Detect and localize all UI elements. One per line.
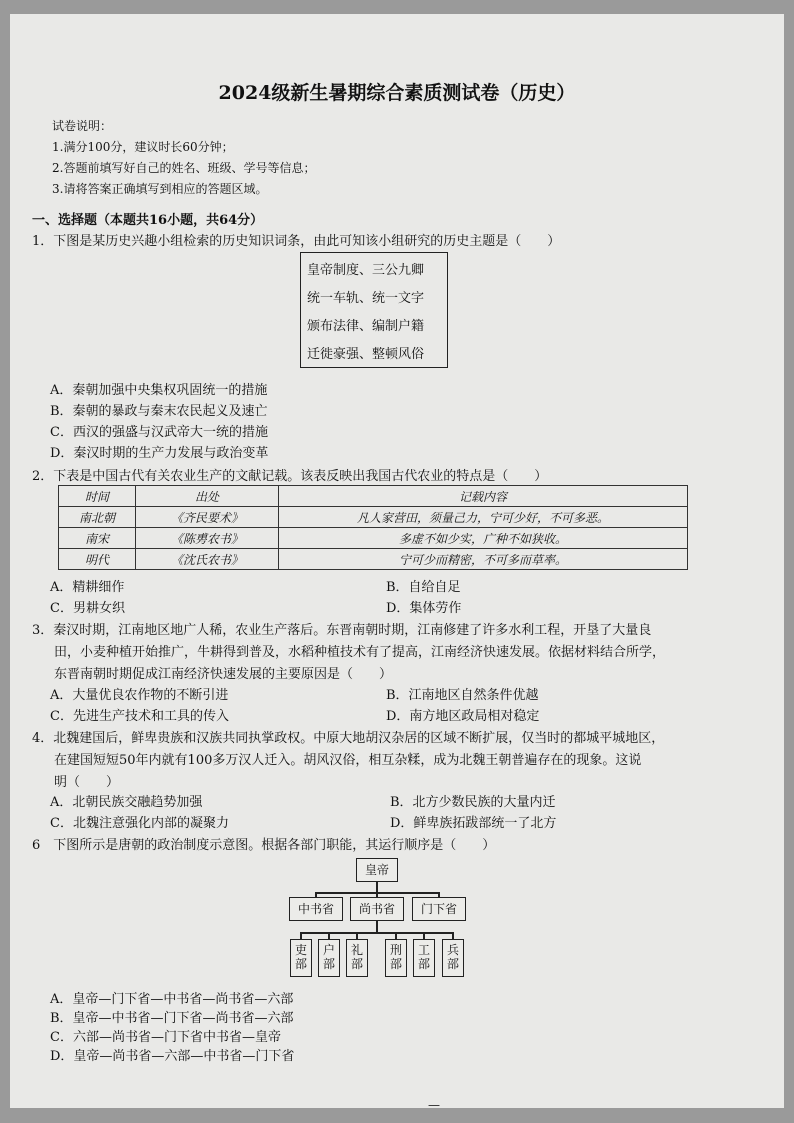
question-3-line: 田，小麦种植开始推广，牛耕得到普及，水稻种植技术有了提高，江南经济快速发展。依据材料结合所学， — [54, 645, 666, 660]
page-title: 2024级新生暑期综合素质测试卷（历史） — [218, 82, 576, 104]
question-4-line: 4．北魏建国后，鲜卑贵族和汉族共同执掌政权。中原大地胡汉杂居的区域不断扩展，仅当时的都城平城地区， — [32, 731, 665, 746]
ministry-label: 礼 部 — [350, 943, 363, 971]
ministry-label: 户 部 — [322, 943, 335, 971]
instructions-heading: 试卷说明： — [52, 119, 113, 133]
term-line: 颁布法律、编制户籍 — [307, 319, 425, 334]
table-cell: 明代 — [59, 549, 136, 570]
ministry-box — [290, 939, 312, 977]
q4-option-a[interactable]: A．北朝民族交融趋势加强 — [50, 795, 203, 810]
shangshu-box: 尚书省 — [350, 897, 404, 921]
q6-option-d[interactable]: D．皇帝—尚书省—六部—中书省—门下省 — [50, 1049, 295, 1064]
instruction-item: 1.满分100分，建议时长60分钟； — [52, 140, 234, 154]
q2-option-c[interactable]: C．男耕女织 — [50, 601, 125, 616]
table-cell: 凡人家营田，须量己力，宁可少好，不可多恶。 — [279, 507, 688, 528]
q1-option-a[interactable]: A．秦朝加强中央集权巩固统一的措施 — [50, 383, 268, 398]
term-line: 皇帝制度、三公九卿 — [307, 263, 425, 278]
emperor-box: 皇帝 — [356, 858, 398, 882]
term-line: 统一车轨、统一文字 — [307, 291, 425, 306]
instruction-item: 3.请将答案正确填写到相应的答题区域。 — [52, 182, 268, 196]
table-header: 记载内容 — [279, 486, 688, 507]
question-1-stem: 1．下图是某历史兴趣小组检索的历史知识词条，由此可知该小组研究的历史主题是（ ） — [32, 234, 561, 249]
question-4-line: 在建国短短50年内就有100多万汉人迁入。胡风汉俗，相互杂糅，成为北魏王朝普遍存在的现象。这说 — [54, 753, 642, 768]
q4-option-b[interactable]: B．北方少数民族的大量内迁 — [390, 795, 556, 810]
question-3-line: 东晋南朝时期促成江南经济快速发展的主要原因是（ ） — [54, 667, 393, 682]
table-cell: 南北朝 — [59, 507, 136, 528]
ministry-box — [346, 939, 368, 977]
question-2-stem: 2．下表是中国古代有关农业生产的文献记载。该表反映出我国古代农业的特点是（ ） — [32, 469, 548, 484]
connector-line — [395, 932, 397, 939]
table-header: 出处 — [136, 486, 279, 507]
table-cell: 宁可少而精密，不可多而草率。 — [279, 549, 688, 570]
term-line: 迁徙豪强、整顿风俗 — [307, 347, 425, 362]
table-row — [59, 549, 688, 570]
table-header: 时间 — [59, 486, 136, 507]
q6-option-b[interactable]: B．皇帝—中书省—门下省—尚书省—六部 — [50, 1011, 294, 1026]
q2-option-d[interactable]: D．集体劳作 — [386, 601, 462, 616]
q3-option-a[interactable]: A．大量优良农作物的不断引进 — [50, 688, 229, 703]
page-footer-mark: — — [428, 1098, 440, 1112]
connector-line — [328, 932, 330, 939]
ministry-label: 刑 部 — [389, 943, 402, 971]
exam-paper — [10, 14, 784, 1112]
q3-option-d[interactable]: D．南方地区政局相对稳定 — [386, 709, 540, 724]
table-cell: 南宋 — [59, 528, 136, 549]
q2-option-a[interactable]: A．精耕细作 — [50, 580, 125, 595]
table-row — [59, 528, 688, 549]
table-cell: 《陈旉农书》 — [136, 528, 279, 549]
agriculture-records-table — [58, 485, 688, 570]
q1-option-d[interactable]: D．秦汉时期的生产力发展与政治变革 — [50, 446, 269, 461]
q4-option-c[interactable]: C．北魏注意强化内部的凝聚力 — [50, 816, 229, 831]
ministry-label: 吏 部 — [294, 943, 307, 971]
q2-option-b[interactable]: B．自给自足 — [386, 580, 461, 595]
zhongshu-box: 中书省 — [289, 897, 343, 921]
ministry-box — [413, 939, 435, 977]
ministry-box — [385, 939, 407, 977]
q6-option-a[interactable]: A．皇帝—门下省—中书省—尚书省—六部 — [50, 992, 294, 1007]
ministry-box — [318, 939, 340, 977]
table-row — [59, 507, 688, 528]
question-4-line: 明（ ） — [54, 775, 120, 790]
table-cell: 多虚不如少实，广种不如狭收。 — [279, 528, 688, 549]
connector-line — [452, 932, 454, 939]
table-cell: 《齐民要术》 — [136, 507, 279, 528]
q6-option-c[interactable]: C．六部—尚书省—门下省中书省—皇帝 — [50, 1030, 281, 1045]
q1-option-c[interactable]: C．西汉的强盛与汉武帝大一统的措施 — [50, 425, 268, 440]
q1-option-b[interactable]: B．秦朝的暴政与秦末农民起义及速亡 — [50, 404, 268, 419]
table-header-row — [59, 486, 688, 507]
q4-option-d[interactable]: D．鲜卑族拓跋部统一了北方 — [390, 816, 557, 831]
q3-option-c[interactable]: C．先进生产技术和工具的传入 — [50, 709, 229, 724]
ministry-box — [442, 939, 464, 977]
connector-line — [423, 932, 425, 939]
connector-line — [300, 932, 452, 934]
question-6-stem: 6 下图所示是唐朝的政治制度示意图。根据各部门职能，其运行顺序是（ ） — [32, 838, 496, 853]
menxia-box: 门下省 — [412, 897, 466, 921]
q3-option-b[interactable]: B．江南地区自然条件优越 — [386, 688, 539, 703]
ministry-label: 工 部 — [417, 943, 430, 971]
connector-line — [300, 932, 302, 939]
connector-line — [356, 932, 358, 939]
section-heading: 一、选择题（本题共16小题，共64分） — [32, 213, 264, 228]
table-cell: 《沈氏农书》 — [136, 549, 279, 570]
instruction-item: 2.答题前填写好自己的姓名、班级、学号等信息； — [52, 161, 316, 175]
knowledge-term-box — [300, 252, 448, 368]
ministry-label: 兵 部 — [446, 943, 459, 971]
question-3-line: 3．秦汉时期，江南地区地广人稀，农业生产落后。东晋南朝时期，江南修建了许多水利工程，开垦了大量良 — [32, 623, 652, 638]
